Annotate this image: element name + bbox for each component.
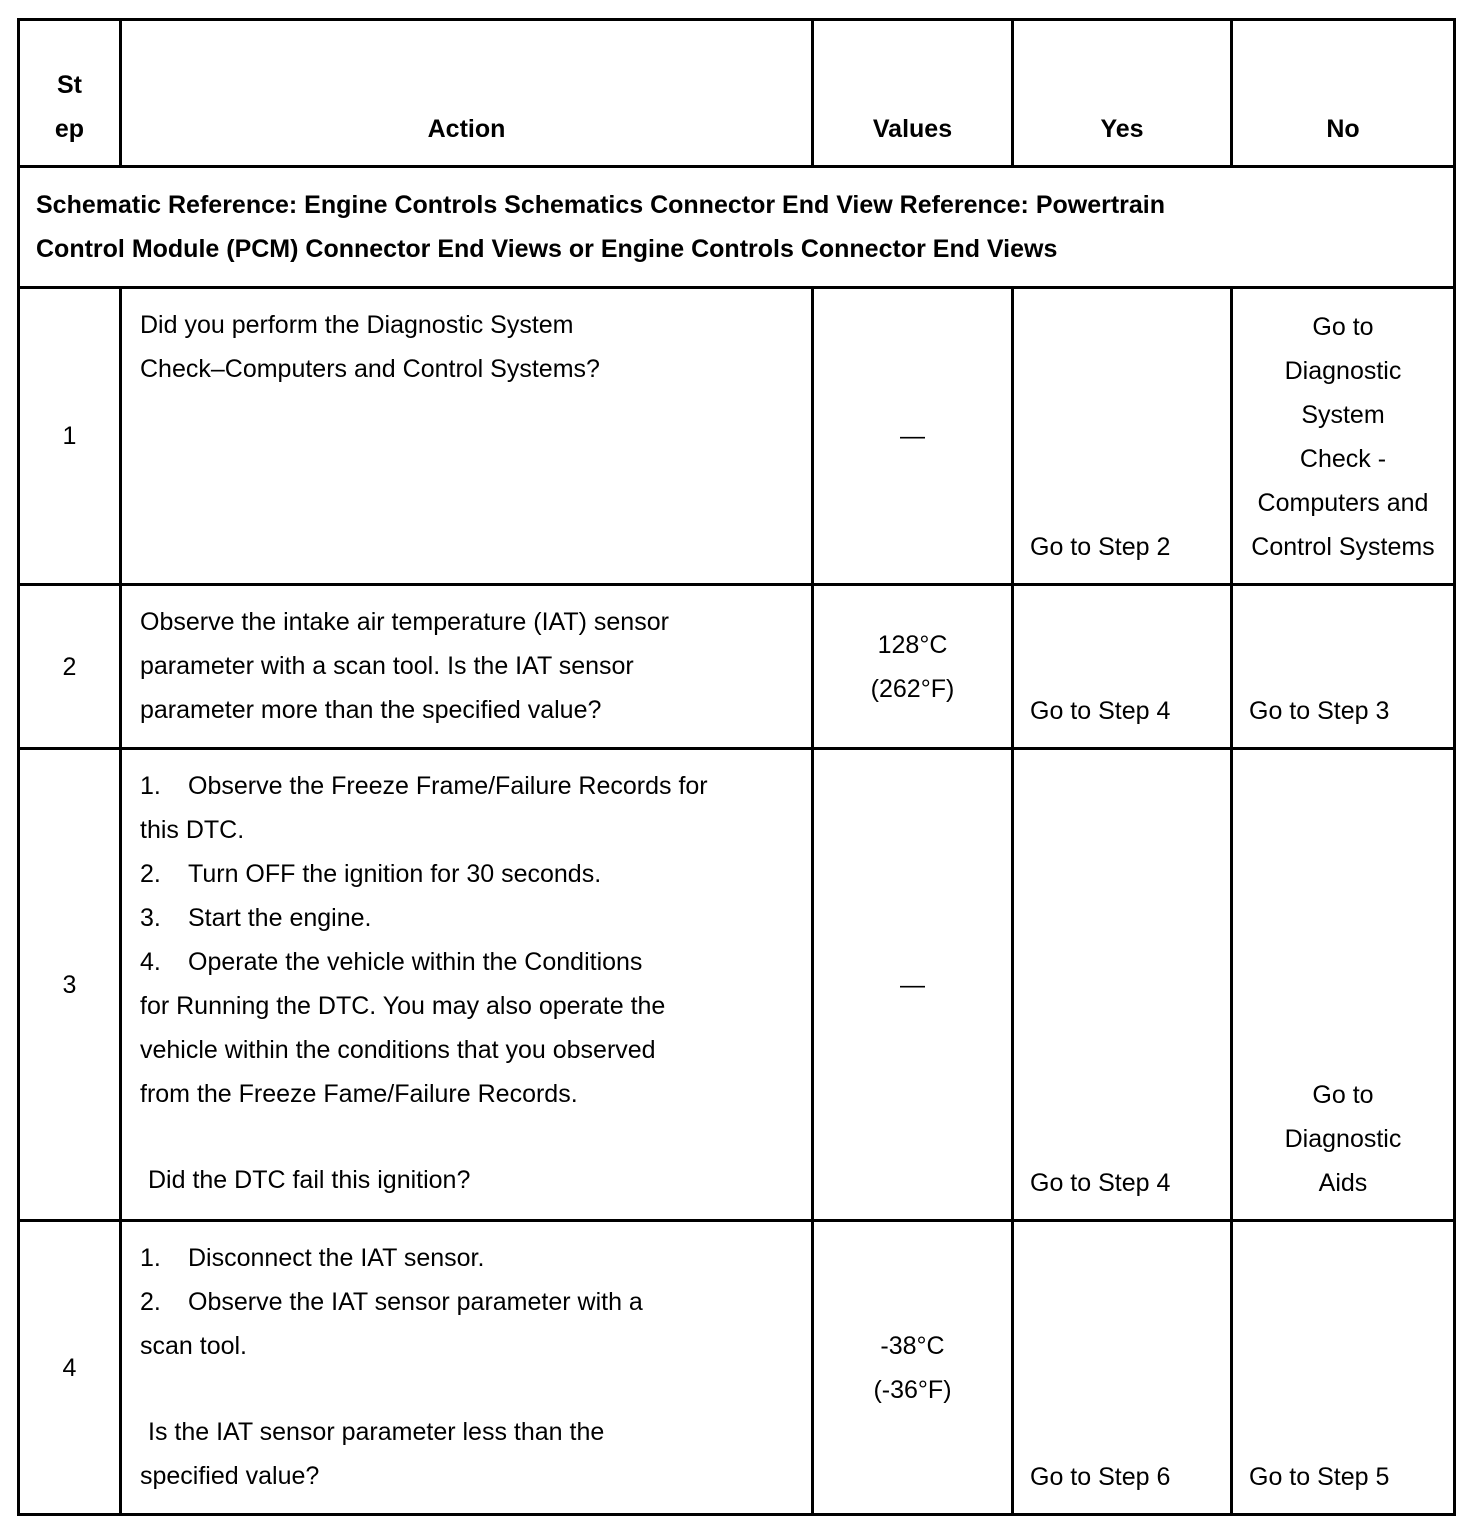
reference-line-1: Schematic Reference: Engine Controls Schematics Connector End View Reference: Powertrain [36, 191, 1166, 219]
header-action: Action [121, 20, 813, 167]
header-values: Values [813, 20, 1013, 167]
no-cell: Go to Diagnostic System Check - Computers and Control Systems [1232, 288, 1455, 585]
yes-cell: Go to Step 4 [1013, 585, 1232, 749]
no-cell: Go to Step 3 [1232, 585, 1455, 749]
value-cell: -38°C (-36°F) [813, 1221, 1013, 1515]
diagnostic-table [17, 18, 1456, 1516]
table-row [19, 585, 1455, 749]
table-row [19, 1221, 1455, 1515]
table-row [19, 288, 1455, 585]
action-cell: 1. Observe the Freeze Frame/Failure Records for this DTC. 2. Turn OFF the ignition for 30 seconds. 3. Start the engine. 4. Operate the vehicle within the Conditions for Running the DTC. You may also operate the vehicle within the conditions that you observed from the Freeze Fame/Failure Records. Did the DTC fail this ignition? [121, 749, 813, 1221]
header-step: St ep [19, 20, 121, 167]
value-cell: — [813, 749, 1013, 1221]
action-cell: Observe the intake air temperature (IAT) sensor parameter with a scan tool. Is the IAT sensor parameter more than the specified value? [121, 585, 813, 749]
value-cell: 128°C (262°F) [813, 585, 1013, 749]
table-row [19, 749, 1455, 1221]
yes-cell: Go to Step 6 [1013, 1221, 1232, 1515]
reference-row [19, 167, 1455, 288]
action-cell: 1. Disconnect the IAT sensor. 2. Observe the IAT sensor parameter with a scan tool. Is the IAT sensor parameter less than the specified value? [121, 1221, 813, 1515]
action-cell: Did you perform the Diagnostic System Check–Computers and Control Systems? [121, 288, 813, 585]
step-number: 1 [19, 288, 121, 585]
yes-cell: Go to Step 2 [1013, 288, 1232, 585]
header-yes: Yes [1013, 20, 1232, 167]
step-number: 2 [19, 585, 121, 749]
header-no: No [1232, 20, 1455, 167]
schematic-reference [19, 167, 1455, 288]
value-cell: — [813, 288, 1013, 585]
yes-cell: Go to Step 4 [1013, 749, 1232, 1221]
step-number: 3 [19, 749, 121, 1221]
no-cell: Go to Step 5 [1232, 1221, 1455, 1515]
no-cell: Go to Diagnostic Aids [1232, 749, 1455, 1221]
step-number: 4 [19, 1221, 121, 1515]
reference-line-2: Control Module (PCM) Connector End Views or Engine Controls Connector End Views [36, 235, 1058, 263]
header-row [19, 20, 1455, 167]
